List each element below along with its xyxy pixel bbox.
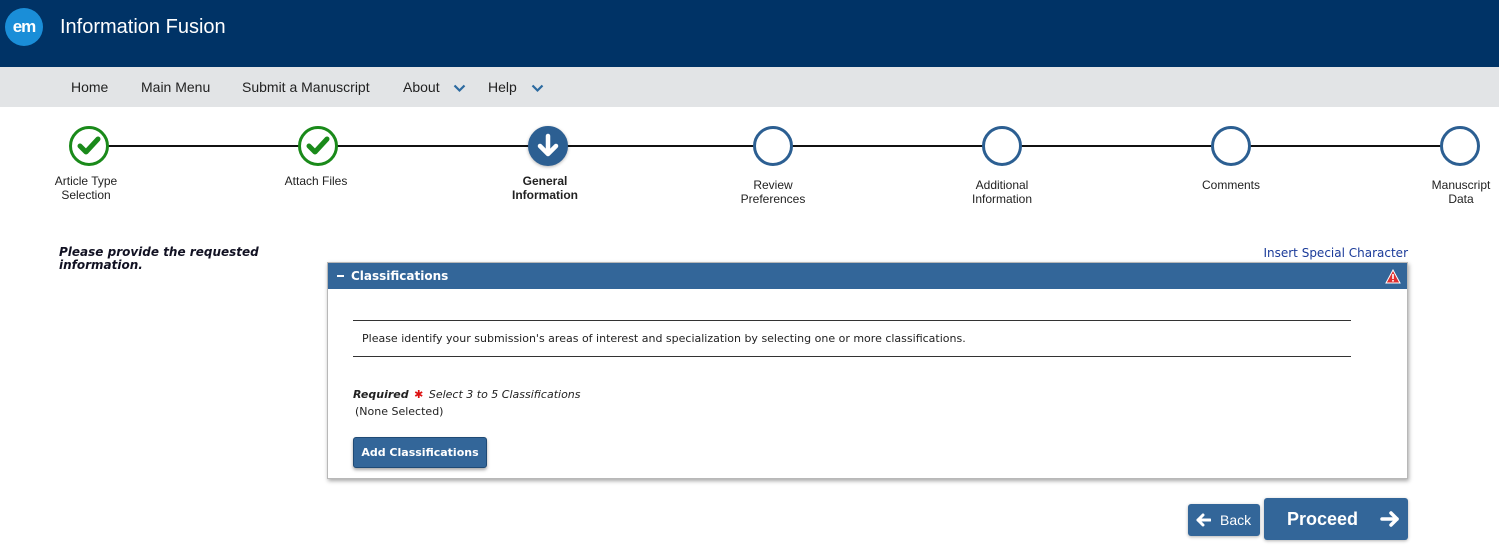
chevron-down-icon xyxy=(453,84,466,93)
app-header xyxy=(0,0,1499,67)
nav-home-label: Home xyxy=(71,79,109,95)
nav-help[interactable] xyxy=(488,67,544,107)
warning-icon xyxy=(1385,269,1401,284)
checkmark-icon xyxy=(301,129,335,163)
required-asterisk-icon: ✱ xyxy=(414,388,424,401)
insert-special-character-link[interactable]: Insert Special Character xyxy=(1263,246,1408,260)
step-review-preferences-label: Review Preferences xyxy=(740,178,806,206)
main-nav xyxy=(0,67,1499,107)
step-review-preferences[interactable] xyxy=(753,126,793,166)
required-word: Required xyxy=(353,388,409,401)
step-attach-files[interactable] xyxy=(298,126,338,166)
submission-stepper xyxy=(0,107,1499,217)
step-attach-files-label: Attach Files xyxy=(284,174,348,188)
back-button-label: Back xyxy=(1220,512,1252,528)
em-logo[interactable]: em xyxy=(5,8,43,46)
divider xyxy=(353,356,1351,357)
required-hint: Select 3 to 5 Classifications xyxy=(428,388,581,401)
required-label xyxy=(353,388,581,401)
step-comments-label: Comments xyxy=(1201,178,1260,192)
nav-about-label: About xyxy=(403,79,440,95)
panel-title: Classifications xyxy=(351,269,449,283)
nav-main-menu-label: Main Menu xyxy=(141,79,211,95)
nav-submit-manuscript[interactable] xyxy=(242,67,370,107)
add-classifications-button[interactable]: Add Classifications xyxy=(353,437,487,468)
step-general-information[interactable] xyxy=(528,126,568,166)
classifications-panel xyxy=(327,262,1408,479)
back-button[interactable] xyxy=(1188,504,1260,536)
step-article-type[interactable] xyxy=(69,126,109,166)
nav-help-label: Help xyxy=(488,79,517,95)
proceed-button[interactable] xyxy=(1264,498,1408,540)
nav-about[interactable] xyxy=(403,67,466,107)
chevron-down-icon xyxy=(531,84,544,93)
nav-home[interactable] xyxy=(71,67,108,107)
step-article-type-label: Article Type Selection xyxy=(54,174,118,202)
step-comments[interactable] xyxy=(1211,126,1251,166)
proceed-button-label: Proceed xyxy=(1287,509,1359,529)
selection-status: (None Selected) xyxy=(355,405,444,418)
step-additional-information-label: Additional Information xyxy=(971,178,1033,206)
app-title: Information Fusion xyxy=(60,16,226,38)
arrow-down-icon xyxy=(531,129,565,163)
arrow-right-icon xyxy=(1380,510,1400,528)
nav-submit-manuscript-label: Submit a Manuscript xyxy=(242,79,370,95)
instruction-text: Please provide the requested information. xyxy=(59,245,259,272)
step-manuscript-data[interactable] xyxy=(1440,126,1480,166)
step-manuscript-data-label: Manuscript Data xyxy=(1431,178,1491,206)
arrow-left-icon xyxy=(1195,513,1211,527)
step-additional-information[interactable] xyxy=(982,126,1022,166)
step-general-information-label: General Information xyxy=(512,174,578,202)
checkmark-icon xyxy=(72,129,106,163)
classifications-panel-header[interactable] xyxy=(328,263,1407,289)
nav-main-menu[interactable] xyxy=(141,67,210,107)
collapse-icon[interactable] xyxy=(337,275,344,277)
classifications-description: Please identify your submission's areas of interest and specialization by selecting one or more classifications. xyxy=(362,332,966,345)
divider xyxy=(353,320,1351,321)
